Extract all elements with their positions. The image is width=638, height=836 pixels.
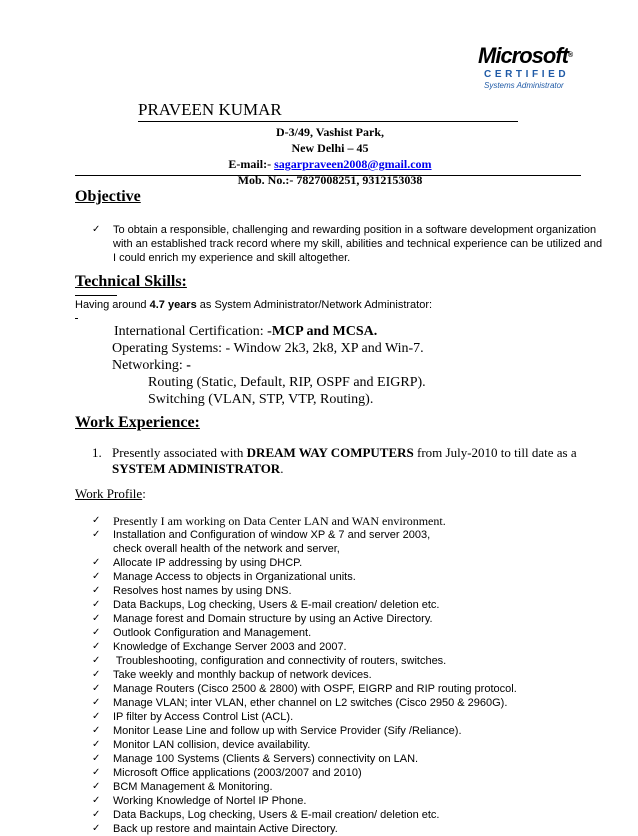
- technical-intro: Having around 4.7 years as System Administrator/Network Administrator:: [75, 299, 433, 311]
- check-icon: ✓: [92, 697, 101, 708]
- list-item: ✓ Manage VLAN; inter VLAN, ether channel on L2 switches (Cisco 2950 & 2960G).: [92, 697, 508, 709]
- logo-brand: Microsoft®: [478, 43, 573, 68]
- technical-skills-heading: Technical Skills:: [75, 273, 187, 290]
- check-icon: ✓: [92, 224, 101, 235]
- certification-line: International Certification: -MCP and MCSA.: [114, 324, 378, 339]
- work-experience-heading: Work Experience:: [75, 414, 200, 431]
- check-icon: ✓: [92, 529, 101, 540]
- logo-subtitle: Systems Administrator: [484, 81, 564, 90]
- work-profile-list: [92, 514, 612, 836]
- objective-item: [92, 223, 613, 265]
- list-item: ✓ Microsoft Office applications (2003/2007 and 2010): [92, 767, 362, 779]
- check-icon: ✓: [92, 823, 101, 834]
- experience-line-2: SYSTEM ADMINISTRATOR.: [112, 461, 284, 476]
- list-item: ✓ Manage Access to objects in Organizational units.: [92, 571, 356, 583]
- objective-line: with an established track record where my skill, abilities and technical experience can be utilized and: [113, 238, 603, 250]
- check-icon: ✓: [92, 599, 101, 610]
- networking-line: Networking: -: [112, 358, 191, 373]
- check-icon: ✓: [92, 739, 101, 750]
- list-item: ✓ Take weekly and monthly backup of network devices.: [92, 669, 372, 681]
- list-item: ✓ Allocate IP addressing by using DHCP.: [92, 557, 303, 569]
- os-line: Operating Systems: - Window 2k3, 2k8, XP and Win-7.: [112, 341, 424, 356]
- list-item: ✓ Data Backups, Log checking, Users & E-mail creation/ deletion etc.: [92, 809, 440, 821]
- list-item: ✓ Back up restore and maintain Active Directory.: [92, 823, 338, 835]
- check-icon: ✓: [92, 557, 101, 568]
- list-item: ✓ IP filter by Access Control List (ACL).: [92, 711, 294, 723]
- address-line-2: New Delhi – 45: [291, 141, 369, 155]
- check-icon: ✓: [92, 641, 101, 652]
- logo-certified: CERTIFIED: [484, 69, 570, 80]
- list-item: ✓ Resolves host names by using DNS.: [92, 585, 292, 597]
- check-icon: ✓: [92, 711, 101, 722]
- check-icon: ✓: [92, 655, 101, 666]
- list-item: ✓ BCM Management & Monitoring.: [92, 781, 273, 793]
- divider: [75, 318, 78, 319]
- list-item: ✓ Knowledge of Exchange Server 2003 and 2007.: [92, 641, 347, 653]
- list-item: ✓ Manage 100 Systems (Clients & Servers) connectivity on LAN.: [92, 753, 419, 765]
- candidate-name: PRAVEEN KUMAR: [138, 100, 518, 122]
- mobile-line: Mob. No.:- 7827008251, 9312153038: [237, 173, 423, 187]
- check-icon: ✓: [92, 781, 101, 792]
- list-number: 1.: [92, 445, 102, 460]
- check-icon: ✓: [92, 809, 101, 820]
- check-icon: ✓: [92, 753, 101, 764]
- check-icon: ✓: [92, 683, 101, 694]
- check-icon: ✓: [92, 571, 101, 582]
- objective-line: I could enrich my experience and skill altogether.: [113, 252, 351, 264]
- list-item: ✓ Data Backups, Log checking, Users & E-mail creation/ deletion etc.: [92, 599, 440, 611]
- check-icon: ✓: [92, 725, 101, 736]
- list-item: ✓ Working Knowledge of Nortel IP Phone.: [92, 795, 307, 807]
- routing-line: Routing (Static, Default, RIP, OSPF and EIGRP).: [148, 375, 426, 390]
- switching-line: Switching (VLAN, STP, VTP, Routing).: [148, 392, 374, 407]
- list-item: ✓ Monitor Lease Line and follow up with Service Provider (Sify /Reliance).: [92, 725, 462, 737]
- list-item: ✓ Monitor LAN collision, device availability.: [92, 739, 311, 751]
- check-icon: ✓: [92, 669, 101, 680]
- objective-line: To obtain a responsible, challenging and rewarding position in a software development organization: [113, 224, 597, 236]
- check-icon: ✓: [92, 585, 101, 596]
- experience-item: [92, 445, 612, 477]
- experience-line-1: Presently associated with DREAM WAY COMPUTERS from July-2010 to till date as a: [112, 445, 577, 460]
- microsoft-certified-logo: [478, 43, 573, 91]
- check-icon: ✓: [92, 613, 101, 624]
- list-item: ✓ Troubleshooting, configuration and connectivity of routers, switches.: [92, 655, 447, 667]
- check-icon: ✓: [92, 515, 101, 526]
- divider: [75, 295, 117, 296]
- list-item: ✓ Installation and Configuration of window XP & 7 and server 2003, check overall health of the network and server,: [92, 529, 431, 555]
- work-profile-label: Work Profile:: [75, 486, 146, 501]
- check-icon: ✓: [92, 767, 101, 778]
- email-link[interactable]: sagarpraveen2008@gmail.com: [274, 157, 432, 171]
- address-line-1: D-3/49, Vashist Park,: [275, 125, 385, 139]
- email-line: E-mail:- sagarpraveen2008@gmail.com: [228, 157, 432, 171]
- objective-heading: Objective: [75, 188, 141, 205]
- list-item: ✓ Manage forest and Domain structure by using an Active Directory.: [92, 613, 433, 625]
- check-icon: ✓: [92, 627, 101, 638]
- list-item: ✓ Outlook Configuration and Management.: [92, 627, 312, 639]
- list-item: ✓ Presently I am working on Data Center LAN and WAN environment.: [92, 514, 446, 528]
- check-icon: ✓: [92, 795, 101, 806]
- list-item: ✓ Manage Routers (Cisco 2500 & 2800) with OSPF, EIGRP and RIP routing protocol.: [92, 683, 517, 695]
